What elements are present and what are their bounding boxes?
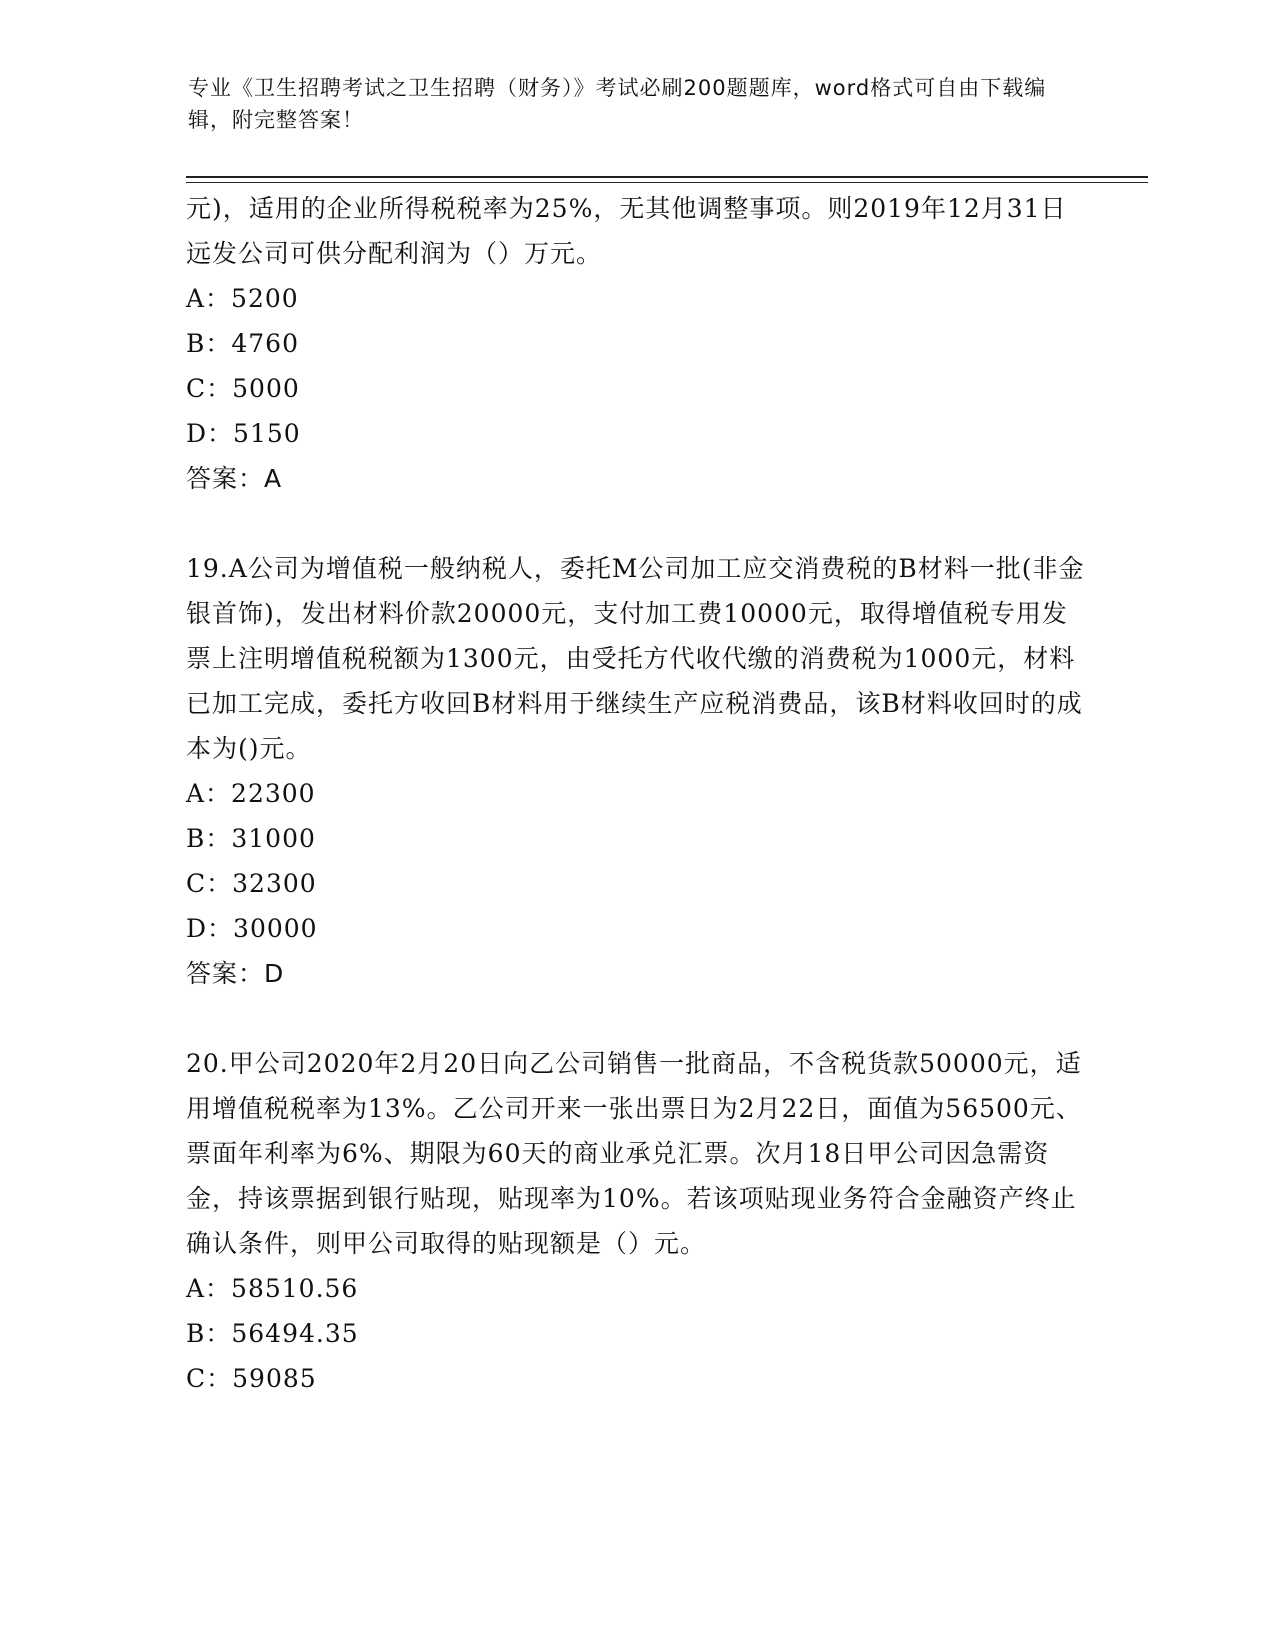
option-a: A：5200 bbox=[186, 284, 299, 313]
question-block bbox=[186, 186, 1086, 501]
option-b: B：31000 bbox=[186, 824, 316, 853]
option-c: C：5000 bbox=[186, 374, 300, 403]
document-header: 专业《卫生招聘考试之卫生招聘（财务）》考试必刷200题题库，word格式可自由下载编辑，附完整答案！ bbox=[188, 76, 1047, 132]
answer-line: 答案：A bbox=[186, 464, 283, 493]
question-block bbox=[186, 546, 1086, 996]
option-d: D：30000 bbox=[186, 914, 318, 943]
option-b: B：56494.35 bbox=[186, 1319, 359, 1348]
option-d: D：5150 bbox=[186, 419, 301, 448]
header-rule-thin bbox=[186, 182, 1148, 183]
question-text: 元)，适用的企业所得税税率为25%，无其他调整事项。则2019年12月31日远发公司可供分配利润为（）万元。 bbox=[186, 194, 1067, 268]
question-block bbox=[186, 1041, 1086, 1401]
option-a: A：58510.56 bbox=[186, 1274, 359, 1303]
header-rule-thick bbox=[186, 176, 1148, 178]
document-body bbox=[186, 186, 1086, 1401]
option-c: C：32300 bbox=[186, 869, 317, 898]
option-a: A：22300 bbox=[186, 779, 316, 808]
question-text: 19.A公司为增值税一般纳税人，委托M公司加工应交消费税的B材料一批(非金银首饰)，发出材料价款20000元，支付加工费10000元，取得增值税专用发票上注明增值税税额为1300元，由受托方代收代缴的消费税为1000元，材料已加工完成，委托方收回B材料用于继续生产应税消费品，该B材料收回时的成本为()元。 bbox=[186, 554, 1085, 763]
answer-line: 答案：D bbox=[186, 959, 285, 988]
option-b: B：4760 bbox=[186, 329, 299, 358]
option-c: C：59085 bbox=[186, 1364, 317, 1393]
question-text: 20.甲公司2020年2月20日向乙公司销售一批商品，不含税货款50000元，适用增值税税率为13%。乙公司开来一张出票日为2月22日，面值为56500元、票面年利率为6%、期限为60天的商业承兑汇票。次月18日甲公司因急需资金，持该票据到银行贴现，贴现率为10%。若该项贴现业务符合金融资产终止确认条件，则甲公司取得的贴现额是（）元。 bbox=[186, 1049, 1082, 1258]
